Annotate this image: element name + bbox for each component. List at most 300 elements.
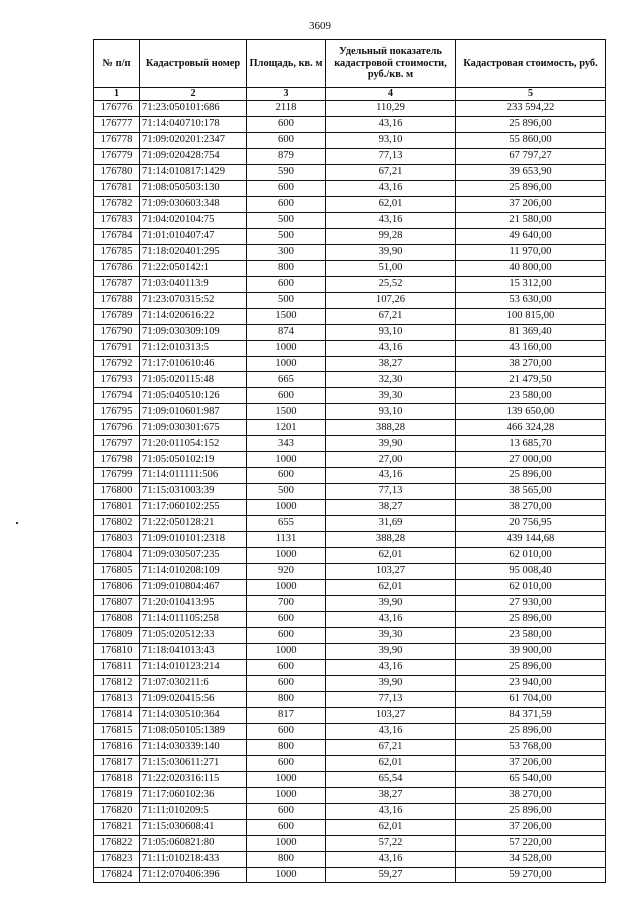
column-number: 3: [247, 88, 326, 101]
row-number-cell: 176787: [94, 276, 140, 292]
table-row: [94, 372, 606, 388]
row-number-cell: 176777: [94, 116, 140, 132]
area-cell: 600: [247, 755, 326, 771]
table-row: [94, 212, 606, 228]
cadastral-value-cell: 25 896,00: [456, 659, 606, 675]
area-cell: 1131: [247, 532, 326, 548]
header-row: [94, 40, 606, 88]
cadastral-value-cell: 100 815,00: [456, 308, 606, 324]
row-number-cell: 176793: [94, 372, 140, 388]
table-row: [94, 627, 606, 643]
table-row: [94, 771, 606, 787]
table-row: [94, 420, 606, 436]
specific-value-cell: 62,01: [326, 580, 456, 596]
table-row: [94, 148, 606, 164]
cadastral-value-cell: 81 369,40: [456, 324, 606, 340]
row-number-cell: 176807: [94, 596, 140, 612]
area-cell: 874: [247, 324, 326, 340]
table-row: [94, 116, 606, 132]
specific-value-cell: 38,27: [326, 356, 456, 372]
area-cell: 1000: [247, 356, 326, 372]
table-row: [94, 180, 606, 196]
table-row: [94, 340, 606, 356]
area-cell: 343: [247, 436, 326, 452]
cadastral-number-cell: 71:05:060821:80: [140, 835, 247, 851]
cadastral-number-cell: 71:08:050503:130: [140, 180, 247, 196]
row-number-cell: 176785: [94, 244, 140, 260]
table-body: [94, 101, 606, 883]
area-cell: 500: [247, 292, 326, 308]
specific-value-cell: 388,28: [326, 532, 456, 548]
specific-value-cell: 43,16: [326, 340, 456, 356]
specific-value-cell: 39,30: [326, 388, 456, 404]
row-number-cell: 176780: [94, 164, 140, 180]
cadastral-number-cell: 71:14:020616:22: [140, 308, 247, 324]
table-row: [94, 452, 606, 468]
cadastral-number-cell: 71:22:020316:115: [140, 771, 247, 787]
cadastral-value-cell: 34 528,00: [456, 851, 606, 867]
specific-value-cell: 77,13: [326, 691, 456, 707]
specific-value-cell: 39,90: [326, 244, 456, 260]
cadastral-number-cell: 71:08:050105:1389: [140, 723, 247, 739]
table-row: [94, 500, 606, 516]
specific-value-cell: 25,52: [326, 276, 456, 292]
cadastral-number-cell: 71:05:020512:33: [140, 627, 247, 643]
table-row: [94, 468, 606, 484]
table-row: [94, 612, 606, 628]
cadastral-value-cell: 466 324,28: [456, 420, 606, 436]
cadastral-number-cell: 71:23:070315:52: [140, 292, 247, 308]
table-row: [94, 659, 606, 675]
table-row: [94, 835, 606, 851]
specific-value-cell: 39,90: [326, 436, 456, 452]
specific-value-cell: 43,16: [326, 851, 456, 867]
cadastral-number-cell: 71:09:030309:109: [140, 324, 247, 340]
table-row: [94, 691, 606, 707]
cadastral-value-cell: 65 540,00: [456, 771, 606, 787]
cadastral-number-cell: 71:14:010208:109: [140, 564, 247, 580]
cadastral-value-cell: 25 896,00: [456, 468, 606, 484]
cadastral-number-cell: 71:05:020115:48: [140, 372, 247, 388]
area-cell: 1201: [247, 420, 326, 436]
cadastral-number-cell: 71:14:010123:214: [140, 659, 247, 675]
row-number-cell: 176789: [94, 308, 140, 324]
area-cell: 600: [247, 803, 326, 819]
column-number: 4: [326, 88, 456, 101]
table-row: [94, 484, 606, 500]
cadastral-value-cell: 40 800,00: [456, 260, 606, 276]
specific-value-cell: 65,54: [326, 771, 456, 787]
specific-value-cell: 103,27: [326, 564, 456, 580]
area-cell: 590: [247, 164, 326, 180]
table-row: [94, 356, 606, 372]
row-number-cell: 176798: [94, 452, 140, 468]
specific-value-cell: 32,30: [326, 372, 456, 388]
table-row: [94, 132, 606, 148]
specific-value-cell: 43,16: [326, 612, 456, 628]
header-specific-value: Удельный показатель кадастровой стоимости, руб./кв. м: [326, 40, 456, 88]
table-row: [94, 164, 606, 180]
area-cell: 600: [247, 196, 326, 212]
area-cell: 1000: [247, 835, 326, 851]
cadastral-value-cell: 67 797,27: [456, 148, 606, 164]
cadastral-number-cell: 71:20:010413:95: [140, 596, 247, 612]
cadastral-value-cell: 53 768,00: [456, 739, 606, 755]
area-cell: 1000: [247, 340, 326, 356]
cadastral-number-cell: 71:14:040710:178: [140, 116, 247, 132]
area-cell: 1500: [247, 404, 326, 420]
cadastral-number-cell: 71:09:020415:56: [140, 691, 247, 707]
specific-value-cell: 57,22: [326, 835, 456, 851]
cadastral-value-cell: 61 704,00: [456, 691, 606, 707]
area-cell: 600: [247, 675, 326, 691]
specific-value-cell: 39,30: [326, 627, 456, 643]
table-row: [94, 707, 606, 723]
area-cell: 817: [247, 707, 326, 723]
cadastral-value-cell: 84 371,59: [456, 707, 606, 723]
cadastral-value-cell: 38 270,00: [456, 356, 606, 372]
row-number-cell: 176810: [94, 643, 140, 659]
cadastral-value-cell: 38 565,00: [456, 484, 606, 500]
row-number-cell: 176802: [94, 516, 140, 532]
specific-value-cell: 93,10: [326, 404, 456, 420]
cadastral-number-cell: 71:23:050101:686: [140, 101, 247, 117]
table-row: [94, 292, 606, 308]
cadastral-value-cell: 15 312,00: [456, 276, 606, 292]
specific-value-cell: 67,21: [326, 308, 456, 324]
area-cell: 665: [247, 372, 326, 388]
area-cell: 500: [247, 484, 326, 500]
specific-value-cell: 59,27: [326, 867, 456, 883]
cadastral-value-cell: 37 206,00: [456, 819, 606, 835]
specific-value-cell: 43,16: [326, 212, 456, 228]
specific-value-cell: 43,16: [326, 723, 456, 739]
specific-value-cell: 39,90: [326, 675, 456, 691]
area-cell: 1500: [247, 308, 326, 324]
row-number-cell: 176811: [94, 659, 140, 675]
cadastral-value-cell: 25 896,00: [456, 612, 606, 628]
cadastral-number-cell: 71:04:020104:75: [140, 212, 247, 228]
row-number-cell: 176820: [94, 803, 140, 819]
cadastral-number-cell: 71:15:031003:39: [140, 484, 247, 500]
specific-value-cell: 93,10: [326, 132, 456, 148]
area-cell: 600: [247, 659, 326, 675]
table-row: [94, 580, 606, 596]
row-number-cell: 176792: [94, 356, 140, 372]
row-number-cell: 176815: [94, 723, 140, 739]
row-number-cell: 176782: [94, 196, 140, 212]
specific-value-cell: 93,10: [326, 324, 456, 340]
cadastral-value-cell: 139 650,00: [456, 404, 606, 420]
cadastral-value-cell: 27 000,00: [456, 452, 606, 468]
specific-value-cell: 103,27: [326, 707, 456, 723]
cadastral-number-cell: 71:14:010817:1429: [140, 164, 247, 180]
specific-value-cell: 43,16: [326, 116, 456, 132]
cadastral-value-cell: 37 206,00: [456, 196, 606, 212]
header-cadastral-number: Кадастровый номер: [140, 40, 247, 88]
cadastral-number-cell: 71:22:050128:21: [140, 516, 247, 532]
specific-value-cell: 77,13: [326, 148, 456, 164]
table-row: [94, 564, 606, 580]
area-cell: 1000: [247, 771, 326, 787]
specific-value-cell: 388,28: [326, 420, 456, 436]
table-row: [94, 787, 606, 803]
table-row: [94, 308, 606, 324]
cadastral-value-cell: 38 270,00: [456, 500, 606, 516]
table-row: [94, 723, 606, 739]
specific-value-cell: 43,16: [326, 468, 456, 484]
row-number-cell: 176788: [94, 292, 140, 308]
cadastral-number-cell: 71:12:070406:396: [140, 867, 247, 883]
row-number-cell: 176778: [94, 132, 140, 148]
cadastral-value-cell: 23 580,00: [456, 627, 606, 643]
specific-value-cell: 43,16: [326, 180, 456, 196]
specific-value-cell: 62,01: [326, 548, 456, 564]
row-number-cell: 176776: [94, 101, 140, 117]
row-number-cell: 176783: [94, 212, 140, 228]
cadastral-value-cell: 23 940,00: [456, 675, 606, 691]
cadastral-value-cell: 57 220,00: [456, 835, 606, 851]
cadastral-value-cell: 25 896,00: [456, 116, 606, 132]
cadastral-value-cell: 53 630,00: [456, 292, 606, 308]
cadastral-number-cell: 71:20:011054:152: [140, 436, 247, 452]
table-row: [94, 324, 606, 340]
area-cell: 500: [247, 228, 326, 244]
area-cell: 600: [247, 819, 326, 835]
specific-value-cell: 39,90: [326, 643, 456, 659]
specific-value-cell: 51,00: [326, 260, 456, 276]
area-cell: 1000: [247, 452, 326, 468]
cadastral-number-cell: 71:17:060102:36: [140, 787, 247, 803]
table-row: [94, 276, 606, 292]
cadastral-value-cell: 21 479,50: [456, 372, 606, 388]
column-number: 1: [94, 88, 140, 101]
cadastral-value-cell: 39 900,00: [456, 643, 606, 659]
cadastral-number-cell: 71:09:030507:235: [140, 548, 247, 564]
specific-value-cell: 43,16: [326, 803, 456, 819]
cadastral-number-cell: 71:17:060102:255: [140, 500, 247, 516]
cadastral-value-cell: 37 206,00: [456, 755, 606, 771]
cadastral-number-cell: 71:14:030339:140: [140, 739, 247, 755]
cadastral-value-cell: 25 896,00: [456, 723, 606, 739]
row-number-cell: 176812: [94, 675, 140, 691]
row-number-cell: 176816: [94, 739, 140, 755]
cadastral-value-cell: 62 010,00: [456, 580, 606, 596]
area-cell: 600: [247, 612, 326, 628]
area-cell: 600: [247, 180, 326, 196]
specific-value-cell: 31,69: [326, 516, 456, 532]
cadastral-value-cell: 59 270,00: [456, 867, 606, 883]
specific-value-cell: 107,26: [326, 292, 456, 308]
column-number: 2: [140, 88, 247, 101]
cadastral-value-cell: 62 010,00: [456, 548, 606, 564]
area-cell: 600: [247, 627, 326, 643]
row-number-cell: 176804: [94, 548, 140, 564]
cadastral-value-cell: 49 640,00: [456, 228, 606, 244]
row-number-cell: 176795: [94, 404, 140, 420]
cadastral-value-cell: 38 270,00: [456, 787, 606, 803]
page-number: 3609: [309, 20, 331, 32]
area-cell: 600: [247, 276, 326, 292]
table-row: [94, 675, 606, 691]
row-number-cell: 176805: [94, 564, 140, 580]
cadastral-number-cell: 71:14:011111:506: [140, 468, 247, 484]
row-number-cell: 176822: [94, 835, 140, 851]
specific-value-cell: 62,01: [326, 196, 456, 212]
area-cell: 800: [247, 851, 326, 867]
specific-value-cell: 62,01: [326, 819, 456, 835]
table-row: [94, 596, 606, 612]
row-number-cell: 176821: [94, 819, 140, 835]
specific-value-cell: 62,01: [326, 755, 456, 771]
area-cell: 1000: [247, 500, 326, 516]
row-number-cell: 176806: [94, 580, 140, 596]
specific-value-cell: 39,90: [326, 596, 456, 612]
row-number-cell: 176808: [94, 612, 140, 628]
area-cell: 600: [247, 468, 326, 484]
row-number-cell: 176823: [94, 851, 140, 867]
row-number-cell: 176784: [94, 228, 140, 244]
cadastral-number-cell: 71:09:020201:2347: [140, 132, 247, 148]
area-cell: 1000: [247, 580, 326, 596]
cadastral-number-cell: 71:05:050102:19: [140, 452, 247, 468]
area-cell: 2118: [247, 101, 326, 117]
area-cell: 600: [247, 116, 326, 132]
area-cell: 800: [247, 739, 326, 755]
cadastral-value-cell: 95 008,40: [456, 564, 606, 580]
header-row-number: № п/п: [94, 40, 140, 88]
row-number-cell: 176800: [94, 484, 140, 500]
table-row: [94, 819, 606, 835]
cadastral-number-cell: 71:05:040510:126: [140, 388, 247, 404]
table-row: [94, 244, 606, 260]
header-area: Площадь, кв. м: [247, 40, 326, 88]
table-row: [94, 548, 606, 564]
specific-value-cell: 38,27: [326, 500, 456, 516]
row-number-cell: 176824: [94, 867, 140, 883]
table-row: [94, 516, 606, 532]
row-number-cell: 176801: [94, 500, 140, 516]
specific-value-cell: 77,13: [326, 484, 456, 500]
column-number-row: [94, 88, 606, 101]
cadastral-value-table: [93, 39, 606, 883]
area-cell: 1000: [247, 548, 326, 564]
area-cell: 600: [247, 723, 326, 739]
area-cell: 600: [247, 132, 326, 148]
row-number-cell: 176794: [94, 388, 140, 404]
cadastral-value-cell: 20 756,95: [456, 516, 606, 532]
row-number-cell: 176813: [94, 691, 140, 707]
row-number-cell: 176779: [94, 148, 140, 164]
row-number-cell: 176791: [94, 340, 140, 356]
table-row: [94, 436, 606, 452]
specific-value-cell: 38,27: [326, 787, 456, 803]
row-number-cell: 176790: [94, 324, 140, 340]
row-number-cell: 176799: [94, 468, 140, 484]
row-number-cell: 176817: [94, 755, 140, 771]
row-number-cell: 176809: [94, 627, 140, 643]
table-row: [94, 532, 606, 548]
table-row: [94, 404, 606, 420]
cadastral-number-cell: 71:09:010804:467: [140, 580, 247, 596]
area-cell: 800: [247, 260, 326, 276]
row-number-cell: 176781: [94, 180, 140, 196]
cadastral-number-cell: 71:09:010601:987: [140, 404, 247, 420]
cadastral-value-cell: 27 930,00: [456, 596, 606, 612]
row-number-cell: 176818: [94, 771, 140, 787]
cadastral-value-cell: 13 685,70: [456, 436, 606, 452]
specific-value-cell: 110,29: [326, 101, 456, 117]
cadastral-value-cell: 39 653,90: [456, 164, 606, 180]
row-number-cell: 176814: [94, 707, 140, 723]
row-number-cell: 176819: [94, 787, 140, 803]
area-cell: 500: [247, 212, 326, 228]
table-row: [94, 228, 606, 244]
cadastral-number-cell: 71:14:030510:364: [140, 707, 247, 723]
cadastral-value-cell: 43 160,00: [456, 340, 606, 356]
row-number-cell: 176803: [94, 532, 140, 548]
area-cell: 800: [247, 691, 326, 707]
area-cell: 300: [247, 244, 326, 260]
cadastral-number-cell: 71:09:030301:675: [140, 420, 247, 436]
area-cell: 655: [247, 516, 326, 532]
table-row: [94, 101, 606, 117]
cadastral-number-cell: 71:15:030611:271: [140, 755, 247, 771]
cadastral-number-cell: 71:07:030211:6: [140, 675, 247, 691]
cadastral-number-cell: 71:11:010218:433: [140, 851, 247, 867]
cadastral-value-cell: 11 970,00: [456, 244, 606, 260]
table-row: [94, 851, 606, 867]
header-cadastral-value: Кадастровая стоимость, руб.: [456, 40, 606, 88]
table-row: [94, 196, 606, 212]
table-row: [94, 755, 606, 771]
scan-speck: [16, 522, 18, 524]
cadastral-number-cell: 71:09:010101:2318: [140, 532, 247, 548]
cadastral-number-cell: 71:14:011105:258: [140, 612, 247, 628]
cadastral-number-cell: 71:18:020401:295: [140, 244, 247, 260]
table-row: [94, 388, 606, 404]
specific-value-cell: 67,21: [326, 739, 456, 755]
table-row: [94, 260, 606, 276]
specific-value-cell: 67,21: [326, 164, 456, 180]
cadastral-value-cell: 233 594,22: [456, 101, 606, 117]
cadastral-value-cell: 25 896,00: [456, 180, 606, 196]
cadastral-number-cell: 71:18:041013:43: [140, 643, 247, 659]
table-row: [94, 803, 606, 819]
cadastral-number-cell: 71:22:050142:1: [140, 260, 247, 276]
row-number-cell: 176797: [94, 436, 140, 452]
cadastral-number-cell: 71:15:030608:41: [140, 819, 247, 835]
area-cell: 920: [247, 564, 326, 580]
area-cell: 1000: [247, 867, 326, 883]
area-cell: 1000: [247, 643, 326, 659]
column-number: 5: [456, 88, 606, 101]
table-row: [94, 867, 606, 883]
cadastral-number-cell: 71:09:020428:754: [140, 148, 247, 164]
cadastral-number-cell: 71:11:010209:5: [140, 803, 247, 819]
specific-value-cell: 99,28: [326, 228, 456, 244]
area-cell: 600: [247, 388, 326, 404]
cadastral-value-cell: 439 144,68: [456, 532, 606, 548]
specific-value-cell: 27,00: [326, 452, 456, 468]
row-number-cell: 176786: [94, 260, 140, 276]
cadastral-value-cell: 55 860,00: [456, 132, 606, 148]
cadastral-number-cell: 71:01:010407:47: [140, 228, 247, 244]
cadastral-number-cell: 71:12:010313:5: [140, 340, 247, 356]
area-cell: 879: [247, 148, 326, 164]
area-cell: 1000: [247, 787, 326, 803]
cadastral-value-cell: 21 580,00: [456, 212, 606, 228]
